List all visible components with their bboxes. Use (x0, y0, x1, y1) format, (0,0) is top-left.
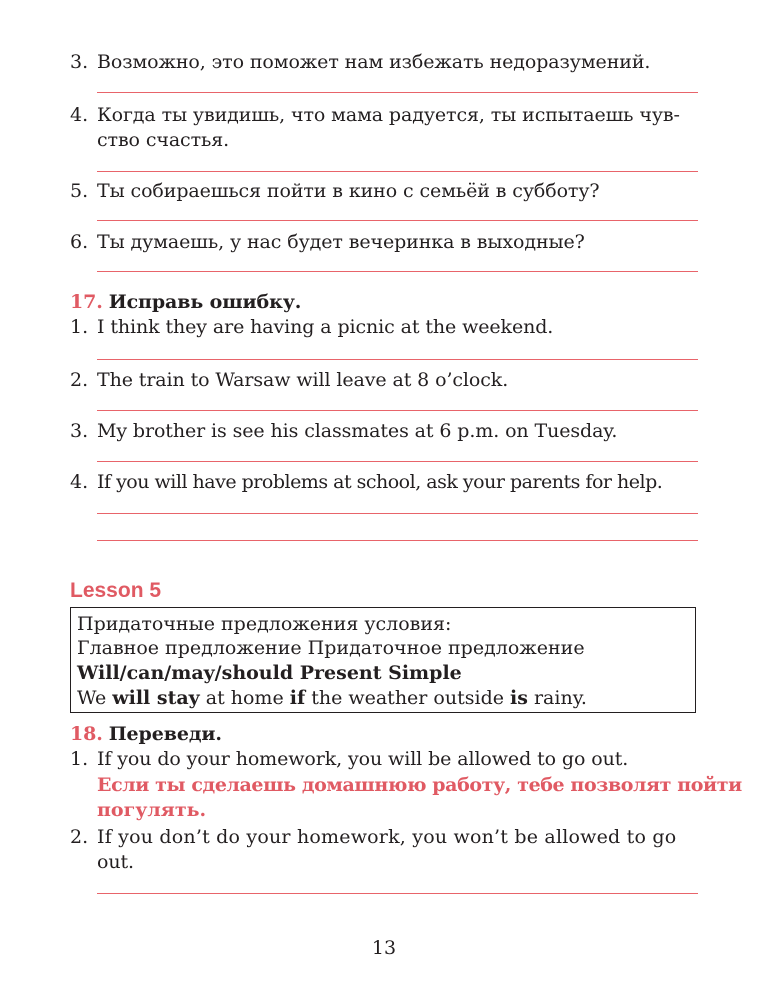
answer-line[interactable] (97, 92, 698, 93)
rule-line: Главное предложение Придаточное предложение (77, 637, 585, 659)
answer-line[interactable] (97, 893, 698, 894)
exercise-number: 17. (70, 291, 103, 313)
lesson-title: Lesson 5 (70, 579, 162, 602)
sentence-text: The train to Warsaw will leave at 8 o’clock. (97, 369, 509, 391)
item-number: 2. (70, 826, 89, 848)
item-number: 4. (70, 104, 89, 126)
answer-line[interactable] (97, 513, 698, 514)
sample-answer: Если ты сделаешь домашнюю работу, тебе позволят пойти (97, 774, 742, 796)
item-number: 1. (70, 316, 89, 338)
sentence-text: If you will have problems at school, ask your parents for help. (97, 471, 663, 493)
sentence-text: Возможно, это поможет нам избежать недоразумений. (97, 51, 651, 73)
item-number: 5. (70, 180, 89, 202)
example-part: the weather outside (305, 687, 511, 709)
answer-line[interactable] (97, 461, 698, 462)
exercise-number: 18. (70, 723, 103, 745)
example-part: rainy. (527, 687, 587, 709)
page-number: 13 (371, 937, 397, 959)
sentence-text: If you do your homework, you will be allowed to go out. (97, 748, 629, 770)
answer-line[interactable] (97, 220, 698, 221)
example-part: We (77, 687, 113, 709)
example-bold: if (289, 687, 306, 709)
example-bold: will stay (112, 687, 200, 709)
item-number: 3. (70, 420, 89, 442)
sentence-text: Когда ты увидишь, что мама радуется, ты испытаешь чув- (97, 104, 680, 126)
sentence-text: I think they are having a picnic at the weekend. (97, 316, 554, 338)
exercise-17-heading (70, 290, 301, 314)
sentence-text: Ты собираешься пойти в кино с семьёй в субботу? (97, 180, 600, 202)
sentence-text: ство счастья. (97, 129, 230, 151)
rule-example (77, 686, 587, 710)
answer-line[interactable] (97, 540, 698, 541)
sentence-text: Ты думаешь, у нас будет вечеринка в выходные? (97, 231, 585, 253)
exercise-title: Переведи. (108, 723, 222, 745)
exercise-18-heading (70, 722, 222, 746)
item-number: 6. (70, 231, 89, 253)
item-number: 2. (70, 369, 89, 391)
sample-answer: погулять. (97, 799, 207, 821)
answer-line[interactable] (97, 410, 698, 411)
rule-formula: Will/can/may/should Present Simple (77, 662, 462, 684)
item-number: 3. (70, 51, 89, 73)
example-bold: is (510, 687, 528, 709)
answer-line[interactable] (97, 359, 698, 360)
item-number: 1. (70, 748, 89, 770)
grammar-rule-box (70, 607, 696, 713)
sentence-text: My brother is see his classmates at 6 p.m. on Tuesday. (97, 420, 618, 442)
answer-line[interactable] (97, 271, 698, 272)
sentence-text: out. (97, 851, 134, 873)
item-number: 4. (70, 471, 89, 493)
answer-line[interactable] (97, 171, 698, 172)
example-part: at home (199, 687, 290, 709)
sentence-text: If you don’t do your homework, you won’t be allowed to go (97, 826, 677, 848)
exercise-title: Исправь ошибку. (108, 291, 302, 313)
rule-line: Придаточные предложения условия: (77, 613, 452, 635)
